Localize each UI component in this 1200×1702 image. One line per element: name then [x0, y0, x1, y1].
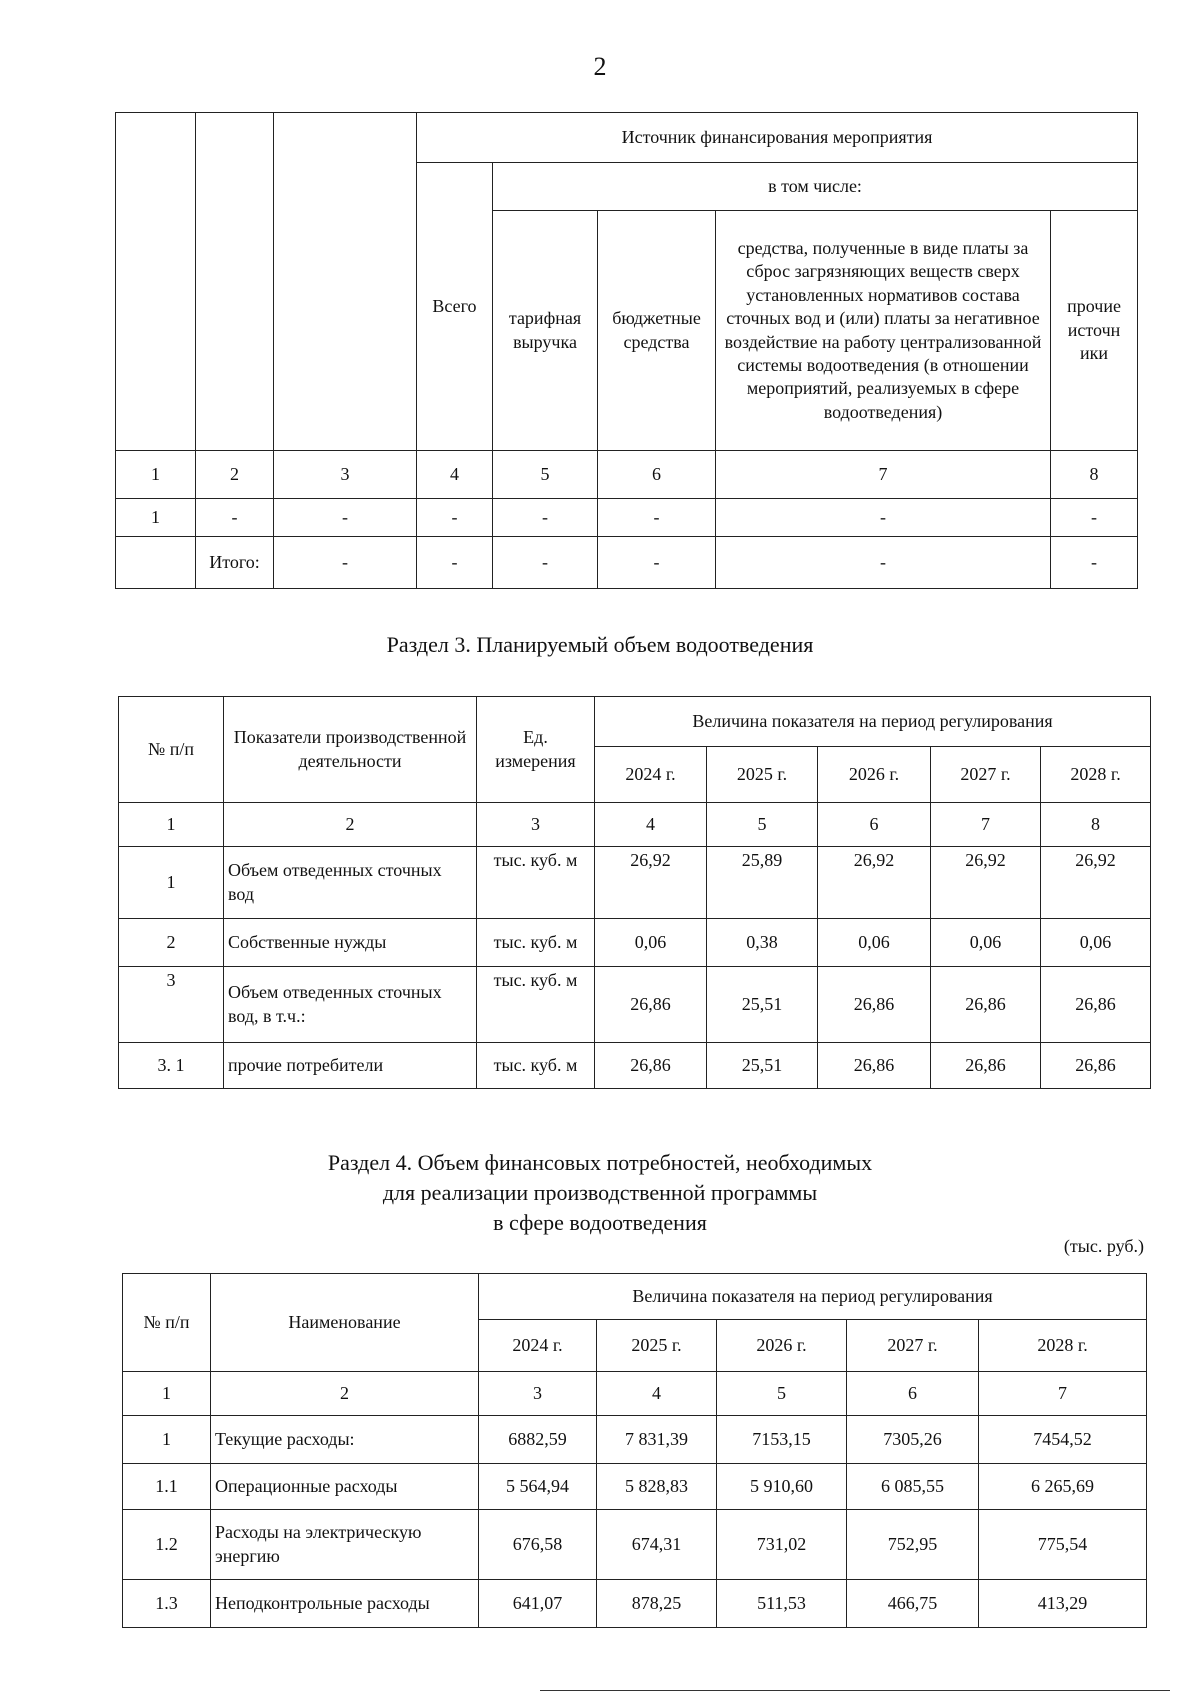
header-year: 2028 г. — [979, 1320, 1147, 1372]
value-cell: 0,06 — [931, 919, 1041, 967]
column-number: 4 — [597, 1372, 717, 1416]
value-cell: 775,54 — [979, 1510, 1147, 1580]
value-cell: 25,89 — [707, 847, 818, 919]
value-cell: 7305,26 — [847, 1416, 979, 1464]
header-name: Наименование — [211, 1274, 479, 1372]
header-year: 2024 г. — [479, 1320, 597, 1372]
table-cell: - — [417, 537, 493, 589]
row-number: 1 — [123, 1416, 211, 1464]
header-row-number: № п/п — [119, 697, 224, 803]
empty-header-cell — [196, 113, 274, 451]
header-year: 2025 г. — [597, 1320, 717, 1372]
section4-title-line: Раздел 4. Объем финансовых потребностей, необходимых — [327, 1150, 873, 1175]
header-tariff-revenue: тарифная выручка — [493, 211, 598, 451]
table-cell: - — [196, 499, 274, 537]
column-number: 3 — [274, 451, 417, 499]
expense-name: Операционные расходы — [211, 1464, 479, 1510]
value-cell: 676,58 — [479, 1510, 597, 1580]
indicator-name: Собственные нужды — [224, 919, 477, 967]
table-cell: - — [274, 537, 417, 589]
header-total: Всего — [417, 163, 493, 451]
table-cell: - — [1051, 499, 1138, 537]
value-cell: 5 910,60 — [717, 1464, 847, 1510]
value-cell: 6 265,69 — [979, 1464, 1147, 1510]
page-number: 2 — [593, 52, 607, 81]
column-number: 2 — [196, 451, 274, 499]
column-number: 5 — [717, 1372, 847, 1416]
column-number: 1 — [119, 803, 224, 847]
header-year: 2027 г. — [847, 1320, 979, 1372]
header-year: 2026 г. — [717, 1320, 847, 1372]
unit-cell: тыс. куб. м — [477, 967, 595, 1043]
value-cell: 674,31 — [597, 1510, 717, 1580]
column-number: 6 — [847, 1372, 979, 1416]
column-number: 8 — [1041, 803, 1151, 847]
header-year: 2025 г. — [707, 747, 818, 803]
value-cell: 466,75 — [847, 1580, 979, 1628]
header-other-sources: прочие источн ики — [1051, 211, 1138, 451]
header-year: 2027 г. — [931, 747, 1041, 803]
value-cell: 731,02 — [717, 1510, 847, 1580]
value-cell: 26,86 — [818, 967, 931, 1043]
value-cell: 7153,15 — [717, 1416, 847, 1464]
value-cell: 6 085,55 — [847, 1464, 979, 1510]
expense-name: Неподконтрольные расходы — [211, 1580, 479, 1628]
table-cell: - — [417, 499, 493, 537]
column-number: 7 — [931, 803, 1041, 847]
column-number: 7 — [979, 1372, 1147, 1416]
indicator-name: Объем отведенных сточных вод — [224, 847, 477, 919]
financial-needs-table — [122, 1273, 1147, 1628]
row-number: 2 — [119, 919, 224, 967]
table-cell: 1 — [116, 499, 196, 537]
value-cell: 0,06 — [1041, 919, 1151, 967]
value-cell: 752,95 — [847, 1510, 979, 1580]
table-cell: - — [716, 499, 1051, 537]
value-cell: 26,86 — [818, 1043, 931, 1089]
value-cell: 0,06 — [818, 919, 931, 967]
section4-title-line: в сфере водоотведения — [493, 1210, 707, 1235]
financing-source-table — [115, 112, 1138, 589]
header-including: в том числе: — [493, 163, 1138, 211]
column-number: 6 — [598, 451, 716, 499]
expense-name: Текущие расходы: — [211, 1416, 479, 1464]
value-cell: 5 828,83 — [597, 1464, 717, 1510]
value-cell: 26,86 — [595, 967, 707, 1043]
empty-header-cell — [274, 113, 417, 451]
column-number: 2 — [211, 1372, 479, 1416]
header-year: 2028 г. — [1041, 747, 1151, 803]
table-cell: - — [716, 537, 1051, 589]
row-number: 1.3 — [123, 1580, 211, 1628]
value-cell: 26,92 — [595, 847, 707, 919]
column-number: 8 — [1051, 451, 1138, 499]
table-cell — [116, 537, 196, 589]
value-cell: 26,86 — [1041, 967, 1151, 1043]
section4-title — [0, 1148, 1200, 1238]
value-cell: 26,86 — [1041, 1043, 1151, 1089]
header-indicator: Показатели производственной деятельности — [224, 697, 477, 803]
value-cell: 7454,52 — [979, 1416, 1147, 1464]
indicator-name: прочие потребители — [224, 1043, 477, 1089]
column-number: 7 — [716, 451, 1051, 499]
column-number: 4 — [595, 803, 707, 847]
total-label: Итого: — [196, 537, 274, 589]
unit-cell: тыс. куб. м — [477, 847, 595, 919]
column-number: 4 — [417, 451, 493, 499]
value-cell: 511,53 — [717, 1580, 847, 1628]
header-financing-source: Источник финансирования мероприятия — [417, 113, 1138, 163]
table-cell: - — [274, 499, 417, 537]
value-cell: 26,92 — [818, 847, 931, 919]
column-number: 1 — [116, 451, 196, 499]
value-cell: 26,92 — [1041, 847, 1151, 919]
value-cell: 0,38 — [707, 919, 818, 967]
value-cell: 0,06 — [595, 919, 707, 967]
header-budget-funds: бюджетные средства — [598, 211, 716, 451]
column-number: 5 — [707, 803, 818, 847]
unit-cell: тыс. куб. м — [477, 919, 595, 967]
empty-header-cell — [116, 113, 196, 451]
value-cell: 641,07 — [479, 1580, 597, 1628]
value-cell: 25,51 — [707, 1043, 818, 1089]
value-cell: 878,25 — [597, 1580, 717, 1628]
planned-volume-table — [118, 696, 1151, 1089]
value-cell: 413,29 — [979, 1580, 1147, 1628]
row-number: 1.1 — [123, 1464, 211, 1510]
header-row-number: № п/п — [123, 1274, 211, 1372]
expense-name: Расходы на электрическую энергию — [211, 1510, 479, 1580]
bottom-divider — [540, 1690, 1170, 1691]
column-number: 6 — [818, 803, 931, 847]
section3-title: Раздел 3. Планируемый объем водоотведения — [386, 632, 814, 657]
table-cell: - — [493, 537, 598, 589]
value-cell: 26,86 — [595, 1043, 707, 1089]
value-cell: 6882,59 — [479, 1416, 597, 1464]
section4-title-line: для реализации производственной программы — [382, 1180, 818, 1205]
value-cell: 25,51 — [707, 967, 818, 1043]
row-number: 3 — [119, 967, 224, 1043]
header-year: 2026 г. — [818, 747, 931, 803]
header-unit: Ед. измерения — [477, 697, 595, 803]
table-cell: - — [598, 537, 716, 589]
column-number: 3 — [477, 803, 595, 847]
header-period-value: Величина показателя на период регулирования — [479, 1274, 1147, 1320]
unit-note: (тыс. руб.) — [1063, 1236, 1144, 1256]
row-number: 1.2 — [123, 1510, 211, 1580]
value-cell: 26,86 — [931, 1043, 1041, 1089]
table-cell: - — [1051, 537, 1138, 589]
row-number: 3. 1 — [119, 1043, 224, 1089]
value-cell: 26,92 — [931, 847, 1041, 919]
column-number: 1 — [123, 1372, 211, 1416]
indicator-name: Объем отведенных сточных вод, в т.ч.: — [224, 967, 477, 1043]
value-cell: 7 831,39 — [597, 1416, 717, 1464]
unit-cell: тыс. куб. м — [477, 1043, 595, 1089]
value-cell: 26,86 — [931, 967, 1041, 1043]
header-fee-funds: средства, полученные в виде платы за сброс загрязняющих веществ сверх установленных нормативов состава сточных вод и (или) платы за негативное воздействие на работу централизованной системы водоотведения (в отношении мероприятий, реализуемых в сфере водоотведения) — [716, 211, 1051, 451]
table-cell: - — [598, 499, 716, 537]
table-cell: - — [493, 499, 598, 537]
row-number: 1 — [119, 847, 224, 919]
header-year: 2024 г. — [595, 747, 707, 803]
column-number: 2 — [224, 803, 477, 847]
column-number: 5 — [493, 451, 598, 499]
column-number: 3 — [479, 1372, 597, 1416]
value-cell: 5 564,94 — [479, 1464, 597, 1510]
header-period-value: Величина показателя на период регулирования — [595, 697, 1151, 747]
